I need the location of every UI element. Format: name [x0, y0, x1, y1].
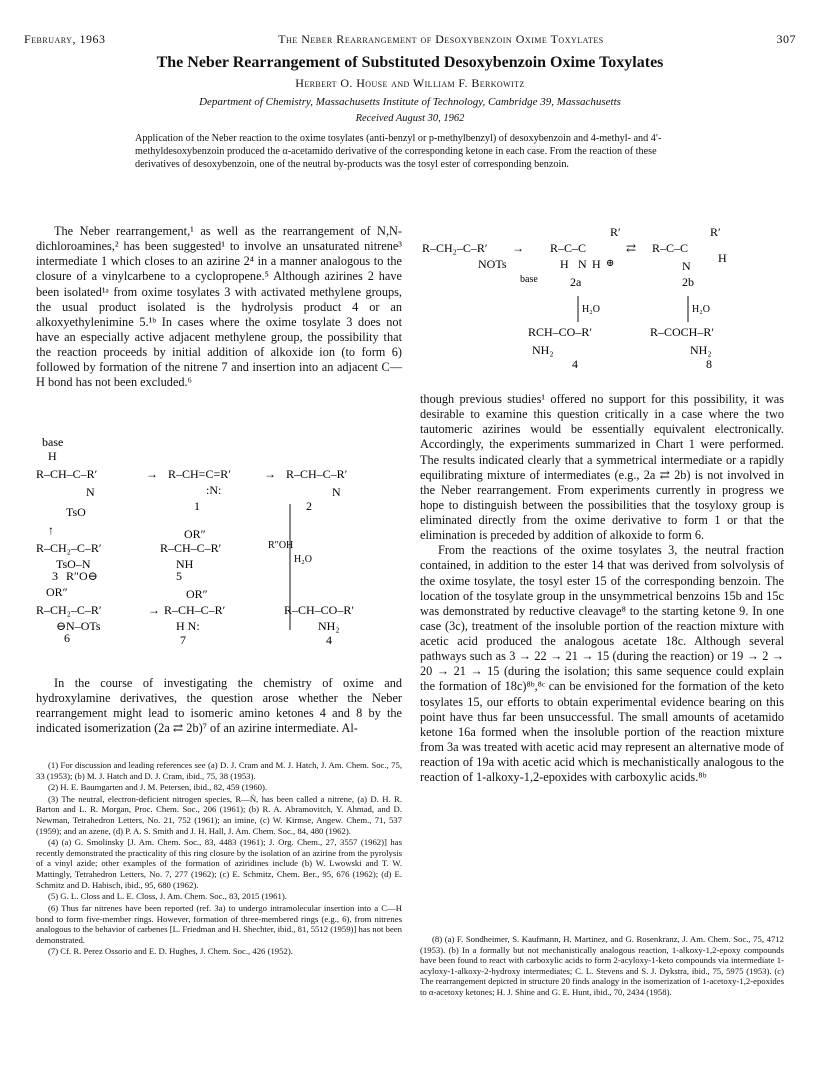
footnote: (8) (a) F. Sondheimer, S. Kaufmann, H. Martinez, and G. Rosenkranz, J. Am. Chem. Soc., 75, 4712 (1953). (b) In a formally but not mechanistically analogous reaction, 1-alkoxy-1,2-epoxy compounds have been found to react with carboxylic acids to form 2-acyloxy-1-keto compounds via intermediate 1-acyloxy-1-alkoxy-2-hydroxy intermediates; C. L. Stevens and S. J. Dykstra, ibid., 75, 5975 (1953). (c) The rearrangement depicted in structure 20 finds analogy in the isomerization of 1-acetoxy-1,2-epoxides to α-acetoxy ketones; H. J. Shine and G. E. Hunt, ibid., 70, 2434 (1958). [420, 934, 784, 998]
received-date: Received August 30, 1962 [355, 113, 465, 124]
footnote: (1) For discussion and leading references see (a) D. J. Cram and M. J. Hatch, J. Am. Chem. Soc., 75, 33 (1953); (b) M. J. Hatch and D. J. Cram, ibid., 75, 38 (1953). [36, 760, 402, 781]
footnote: (6) Thus far nitrenes have been reported (ref. 3a) to undergo intramolecular insertion into a C—H bond to form five-member rings. However, formation of three-membered rings (e.g., 6), from nitrenes analogous to the behavior of carbenes [L. Friedman and H. Shechter, ibid., 81, 5512 (1959)] has not been demonstrated. [36, 902, 402, 945]
left-column-bottom [36, 676, 402, 737]
compound-number: 3 [52, 569, 58, 583]
scheme-label: N [86, 485, 95, 499]
compound-number: 4 [572, 357, 578, 371]
scheme-label: :N: [206, 483, 222, 497]
scheme-structure: R–CH–C–R′ [36, 467, 98, 481]
reaction-scheme-right [420, 222, 790, 380]
scheme-label: R″O⊖ [66, 569, 98, 583]
page-number: 307 [776, 32, 796, 46]
compound-number: 1 [194, 499, 200, 513]
compound-number: 4 [326, 633, 332, 647]
footnote: (4) (a) G. Smolinsky [J. Am. Chem. Soc., 83, 4483 (1961); J. Org. Chem., 27, 3557 (1962)] has recently demonstrated the practicality of this ring closure by the isolation of an azirine from the pyrolysis of a vinyl azide; other examples of the formation of aziridines include (b) W. Lwowski and T. W. Mattingly, Tetrahedron Letters, No. 7, 277 (1962); (c) E. Schmitz, Chem. Ber., 95, 676 (1962); (d) E. Schmitz and D. Habisch, ibid., 95, 680 (1962). [36, 837, 402, 890]
scheme-label: H₂O [582, 304, 600, 315]
article-title: The Neber Rearrangement of Substituted Desoxybenzoin Oxime Toxylates [156, 54, 664, 71]
scheme-structure: R–C–C [550, 241, 587, 255]
scheme-structure: RCH–CO–R′ [528, 325, 592, 339]
affiliation: Department of Chemistry, Massachusetts Institute of Technology, Cambridge 39, Massachusetts [199, 96, 621, 108]
scheme-structure: R–CH–CO–R′ [284, 603, 354, 617]
scheme-structure: R–CH₂–C–R′ [422, 241, 488, 255]
compound-number: 2 [306, 499, 312, 513]
scheme-label: ⊖N–OTs [56, 619, 101, 633]
scheme-label: H₂O [692, 304, 710, 315]
right-column [420, 392, 784, 785]
scheme-label: R′ [610, 225, 621, 239]
header-date: February, 1963 [24, 32, 106, 46]
scheme-arrow: → [264, 467, 276, 481]
scheme-label: N [682, 259, 691, 273]
scheme-label: TsO–N [56, 557, 91, 571]
scheme-structure: R–CH₂–C–R′ [36, 603, 102, 617]
scheme-label: R″OH [268, 540, 294, 551]
scheme-label: NH [176, 557, 194, 571]
scheme-label: N [332, 485, 341, 499]
paragraph: In the course of investigating the chemistry of oxime and hydroxylamine derivatives, the question arose whether the Neber rearrangement might lead to isomeric amino ketones 4 and 8 by the indicated isomerization (2a ⇄ 2b)⁷ of an azirine intermediate. Al- [36, 676, 402, 736]
scheme-label: OR″ [46, 585, 68, 599]
scheme-arrow: → [146, 467, 158, 481]
header-title: The Neber Rearrangement of Desoxybenzoin Oxime Toxylates [278, 32, 604, 46]
scheme-label: base [520, 274, 538, 285]
reaction-scheme-left [36, 436, 406, 668]
scheme-label: H [48, 449, 57, 463]
scheme-label: OR″ [184, 527, 206, 541]
scheme-structure: R–COCH–R′ [650, 325, 714, 339]
scheme-label: ⊕ [606, 258, 615, 269]
scheme-structure: R–CH–C–R′ [160, 541, 222, 555]
scheme-label: TsO [66, 505, 86, 519]
scheme-arrow: → [148, 603, 160, 617]
scheme-label: H [718, 251, 727, 265]
running-header [24, 32, 796, 48]
scheme-label: N [578, 257, 587, 271]
compound-number: 8 [706, 357, 712, 371]
footnotes-right [420, 934, 784, 999]
footnote: (2) H. E. Baumgarten and J. M. Petersen, ibid., 82, 459 (1960). [48, 782, 268, 793]
footnote: (3) The neutral, electron-deficient nitrogen species, R—N̈, has been called a nitrene, (a) D. H. R. Barton and L. R. Morgan, Proc. Chem. Soc., 206 (1961); (b) R. A. Abramovitch, Y. Ahmad, and D. Newman, Tetrahedron Letters, No. 21, 752 (1961); an imine, (c) W. Kirmse, Angew. Chem., 71, 537 (1959); and an azene, (d) P. A. S. Smith and J. H. Hall, J. Am. Chem. Soc., 84, 480 (1962). [36, 793, 402, 836]
scheme-structure: R–C–C [652, 241, 689, 255]
scheme-label: OR″ [186, 587, 208, 601]
left-column-top [36, 224, 402, 390]
footnote: (5) G. L. Closs and L. E. Closs, J. Am. Chem. Soc., 83, 2015 (1961). [48, 891, 287, 902]
scheme-structure: R–CH=C=R′ [168, 467, 231, 481]
compound-number: 6 [64, 631, 70, 645]
paragraph: The Neber rearrangement,¹ as well as the rearrangement of N,N-dichloroamines,² has been suggested¹ to involve an unsaturated nitrene³ intermediate 1 which closes to an azirine 2⁴ in a manner analogous to the closure of a vinylcarbene to a cyclopropene.⁵ Although azirines 2 have been isolated¹ᵃ from oxime tosylates 3 with activated methylene groups, the usual product isolated is the hydrolysis product 4 or an alkoxyethylenimine 5.¹ᵇ In cases where the oxime tosylate 3 does not have an especially active adjacent methylene group, the possibility that the reaction proceeds by initial addition of alkoxide ion (to form 6) followed by formation of the nitrene 7 and insertion into an adjacent C—H bond has not been excluded.⁶ [36, 224, 402, 390]
scheme-label: NOTs [478, 257, 507, 271]
scheme-label: NH₂ [532, 343, 554, 357]
compound-number: 2b [682, 275, 694, 289]
footnotes-left [36, 760, 402, 958]
scheme-label: H [592, 257, 601, 271]
scheme-structure: R–CH–C–R′ [164, 603, 226, 617]
scheme-structure: R–CH₂–C–R′ [36, 541, 102, 555]
scheme-label: NH₂ [318, 619, 340, 633]
scheme-arrow: → [512, 241, 524, 255]
abstract: Application of the Neber reaction to the oxime tosylates (anti-benzyl or p-methylbenzyl) of desoxybenzoin and 4-methyl- and 4′-methyldesoxybenzoin produced the α-acetamido derivative of the corresponding ketone in each case. From the reaction of these derivatives of desoxybenzoin, one of the neutral by-products was the tosyl ester of corresponding benzoin. [135, 133, 662, 170]
compound-number: 7 [180, 633, 186, 647]
paragraph: though previous studies¹ offered no support for this possibility, it was desirable to examine this question critically in a case where the two tautomeric azirines would be essentially equivalent electronically. Accordingly, the experiments summarized in Chart 1 were performed. The results indicated clearly that a symmetrical intermediate or a rapidly equilibrating mixture of intermediates (e.g., 2a ⇄ 2b) is not involved in the Neber rearrangement. From experiments currently in progress we hope to distinguish between the possibilities that the tosyloxy group is eliminated directly from the oxime derivative to form 1 or that the elimination is preceded by addition of alkoxide to form 6. [420, 392, 784, 543]
compound-number: 5 [176, 569, 182, 583]
scheme-label: H₂O [294, 554, 312, 565]
scheme-label: H N: [176, 619, 200, 633]
scheme-arrow: ⇄ [626, 241, 637, 255]
scheme-label: NH₂ [690, 343, 712, 357]
scheme-label: R′ [710, 225, 721, 239]
scheme-label: H [560, 257, 569, 271]
scheme-arrow: ↑ [48, 523, 54, 537]
scheme-label: base [42, 436, 64, 449]
compound-number: 2a [570, 275, 582, 289]
authors: Herbert O. House and William F. Berkowitz [295, 76, 525, 90]
paragraph: From the reactions of the oxime tosylates 3, the neutral fraction contained, in addition to the ester 14 that was derived from solvolysis of the oxime tosylate, the tosyl ester 15 of the corresponding benzoin. The location of the tosylate group in the unsymmetrical benzoins 15b and 15c was demonstrated by reductive cleavage⁸ to the starting ketone 9. In one case (3c), treatment of the insoluble portion of the reaction mixture with acetic acid produced the analogous acetate 18c. Although several pathways such as 3 → 22 → 21 → 15 (during the reaction) or 19 → 2 → 20 → 21 → 15 (during the isolation; this same sequence could explain the formation of 18c)⁸ᵇ,⁸ᶜ can be envisioned for the formation of the keto tosylates 15, our efforts to obtain experimental evidence bearing on this point have thus far been unsuccessful. The small amounts of acetamido ketone 16a formed when the insoluble portion of the reaction mixture from 3a was treated with acetic acid may represent an alternative mode of reaction of 19a with acetic acid which is mechanistically analogous to the reaction of 1-alkoxy-1,2-epoxides with carboxylic acids.⁸ᵇ [420, 543, 784, 785]
footnote: (7) Cf. R. Perez Ossorio and E. D. Hughes, J. Chem. Soc., 426 (1952). [48, 946, 293, 957]
scheme-structure: R–CH–C–R′ [286, 467, 348, 481]
